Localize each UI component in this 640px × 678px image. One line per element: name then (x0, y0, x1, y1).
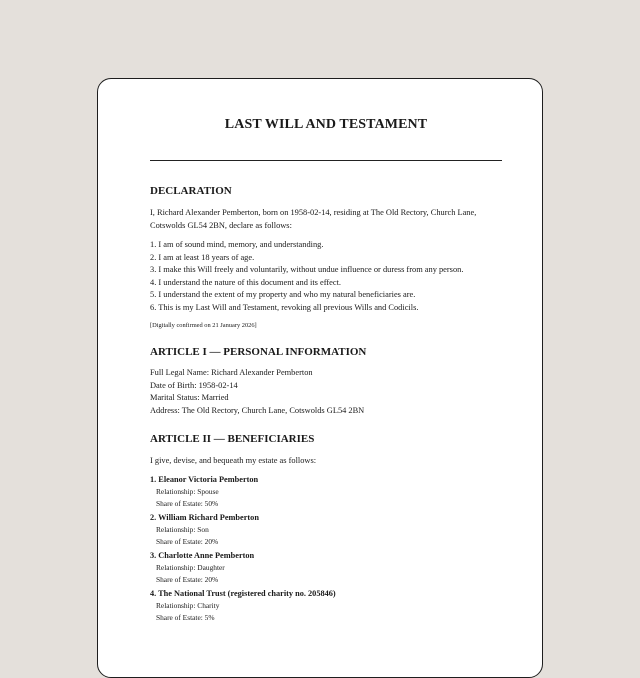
document-title: LAST WILL AND TESTAMENT (224, 117, 428, 132)
beneficiary-relationship: Relationship: Son (156, 525, 209, 534)
beneficiary-details (156, 562, 225, 585)
declaration-intro-line: I, Richard Alexander Pemberton, born on 1958-02-14, residing at The Old Rectory, Church Lane, (150, 208, 477, 217)
beneficiary-name: 4. The National Trust (registered charity no. 205846) (150, 589, 336, 598)
beneficiaries-intro: I give, devise, and bequeath my estate as follows: (150, 456, 317, 465)
declaration-heading: DECLARATION (150, 185, 232, 197)
declaration-intro (150, 207, 502, 232)
article2-heading: ARTICLE II — BENEFICIARIES (150, 433, 315, 445)
personal-info-line: Marital Status: Married (150, 393, 229, 402)
confirmation-note: [Digitally confirmed on 21 January 2026] (150, 322, 257, 329)
declaration-item: 1. I am of sound mind, memory, and understanding. (150, 240, 324, 249)
beneficiary-share: Share of Estate: 20% (156, 536, 219, 546)
beneficiary-details (156, 600, 219, 623)
declaration-item: 4. I understand the nature of this document and its effect. (150, 277, 342, 287)
declaration-item: 5. I understand the extent of my property and who my natural beneficiaries are. (150, 290, 416, 299)
declaration-item: 6. This is my Last Will and Testament, revoking all previous Wills and Codicils. (150, 302, 419, 312)
beneficiary-relationship: Relationship: Charity (156, 601, 220, 610)
article1-heading: ARTICLE I — PERSONAL INFORMATION (150, 346, 367, 358)
beneficiary-name: 2. William Richard Pemberton (150, 513, 259, 522)
declaration-list (150, 239, 502, 314)
personal-info-line: Full Legal Name: Richard Alexander Pemberton (150, 368, 313, 377)
personal-info-line: Address: The Old Rectory, Church Lane, Cotswolds GL54 2BN (150, 405, 365, 415)
beneficiary-details (156, 486, 219, 509)
beneficiary-share: Share of Estate: 20% (156, 574, 219, 584)
beneficiary-name: 3. Charlotte Anne Pemberton (150, 551, 255, 560)
beneficiary-relationship: Relationship: Spouse (156, 487, 219, 496)
declaration-intro-line: Cotswolds GL54 2BN, declare as follows: (150, 220, 292, 230)
declaration-item: 2. I am at least 18 years of age. (150, 252, 255, 262)
beneficiary-relationship: Relationship: Daughter (156, 563, 225, 572)
personal-info (150, 367, 502, 417)
beneficiary-share: Share of Estate: 5% (156, 612, 215, 622)
personal-info-line: Date of Birth: 1958-02-14 (150, 380, 238, 390)
beneficiary-share: Share of Estate: 50% (156, 498, 219, 508)
title-divider (150, 160, 502, 161)
declaration-item: 3. I make this Will freely and voluntarily, without undue influence or duress from any person. (150, 265, 464, 274)
beneficiary-details (156, 524, 218, 547)
document-page (97, 78, 543, 678)
beneficiary-name: 1. Eleanor Victoria Pemberton (150, 475, 259, 484)
